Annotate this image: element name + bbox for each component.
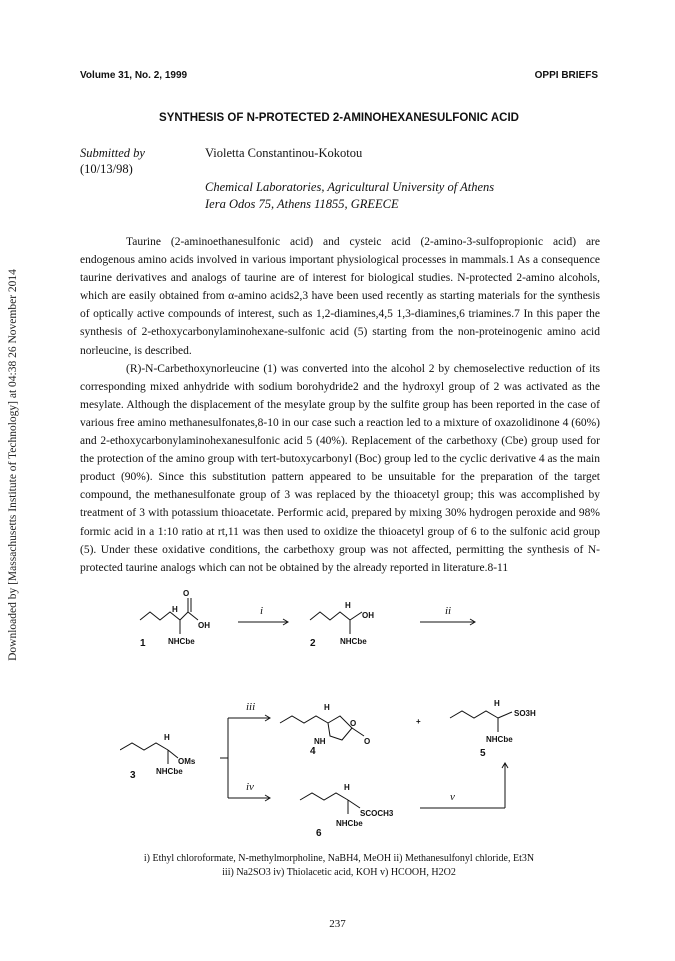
compound-6-bond [348, 800, 360, 808]
submitted-label: Submitted by [80, 146, 145, 160]
download-note: Downloaded by [Massachusetts Institute of Technology] at 04:38 26 November 2014 [7, 269, 19, 661]
affiliation-line-2: Iera Odos 75, Athens 11855, GREECE [205, 197, 399, 211]
section-name: OPPI BRIEFS [534, 70, 598, 81]
compound-4-carbonyl [352, 728, 364, 736]
compound-1-oh-label: OH [198, 621, 210, 630]
author-name: Violetta Constantinou-Kokotou [205, 146, 363, 160]
compound-2-chain [310, 612, 350, 620]
reaction-scheme-drawing [120, 588, 580, 848]
compound-3-nhcbe-label: NHCbe [156, 767, 183, 776]
compound-6-number: 6 [316, 828, 322, 839]
compound-2-number: 2 [310, 638, 316, 649]
running-header [80, 70, 598, 86]
compound-6-chain [300, 793, 348, 800]
compound-3-bond [168, 750, 178, 758]
compound-3-oms-label: OMs [178, 757, 196, 766]
compound-1-o-label: O [183, 589, 190, 598]
compound-4-chain [280, 716, 328, 723]
compound-1-nhcbe-label: NHCbe [168, 637, 195, 646]
compound-2-nhcbe-label: NHCbe [340, 637, 367, 646]
compound-4-number: 4 [310, 746, 316, 757]
compound-2-h-label: H [345, 601, 351, 610]
compound-2-bond [350, 612, 362, 620]
volume-info: Volume 31, No. 2, 1999 [80, 70, 188, 81]
article-title: SYNTHESIS OF N-PROTECTED 2-AMINOHEXANESULFONIC ACID [159, 112, 519, 124]
page-number: 237 [329, 918, 346, 930]
compound-1-number: 1 [140, 638, 146, 649]
body-paragraph-2: (R)-N-Carbethoxynorleucine (1) was converted into the alcohol 2 by chemoselective reduction of its corresponding mixed anhydride with sodium borohydride2 and the hydroxyl group of 2 was activated as the mesylate. Although the displacement of the mesylate group by the sulfite group has been reported in the case of various free amino methanesulfonates,8-10 in our case such a reaction led to a mixture of oxazolidinone 4 (60%) and 2-ethoxycarbonylaminohexanesulfonic acid 5 (40%). Replacement of the carbethoxy (Cbe) group used for the protection of the amino group with tert-butoxycarbonyl (Boc) group led to the cyclic derivative 4 as the main product (90%). Since this substitution pattern appeared to be unsuitable for the preparation of the target compound, the methanesulfonate group of 3 was replaced by the thioacetyl group; this was accomplished by treatment of 3 with potassium thioacetate. Performic acid, prepared by mixing 30% hydrogen peroxide and 98% formic acid in a 1:10 ratio at rt,11 was then used to oxidize the thioacetyl group of 6 to the sulfonic acid group (5). Under these oxidative conditions, the carbethoxy group was not affected, permitting the synthesis of N-protected taurine analogs which can not be obtained by the already reported in literature.8-11 [80, 362, 600, 574]
compound-6-nhcbe-label: NHCbe [336, 819, 363, 828]
compound-4-o-ring-label: O [350, 719, 357, 728]
download-sidebar [4, 240, 22, 690]
step-iv-label: iv [246, 781, 254, 793]
step-v-label: v [450, 791, 455, 803]
plus-sign: + [416, 717, 421, 726]
compound-6-h-label: H [344, 783, 350, 792]
compound-1-h-label: H [172, 605, 178, 614]
compound-4-h-label: H [324, 703, 330, 712]
body-paragraph-1: Taurine (2-aminoethanesulfonic acid) and cysteic acid (2-amino-3-sulfopropionic acid) are endogenous amino acids involved in various important physiological processes in mammals.1 As a consequence taurine derivatives and analogs of taurine are of interest for biological studies. N-protected 2-amino alcohols, which are easily obtained from α-amino acids2,3 have been used recently as starting materials for the synthesis of optically active compounds of interest, such as 1,2-diamines,4,5 1,3-diamines,6 triamines.7 In this paper the synthesis of 2-ethoxycarbonylaminohexane-sulfonic acid (5) starting from the non-proteinogenic amino acid norleucine, is described. [80, 236, 600, 357]
scheme-caption [80, 852, 598, 880]
compound-1-bond [180, 612, 188, 620]
submission-date: (10/13/98) [80, 162, 133, 176]
compound-5-h-label: H [494, 699, 500, 708]
compound-5-number: 5 [480, 748, 486, 759]
compound-5-nhcbe-label: NHCbe [486, 735, 513, 744]
compound-4-o-label: O [364, 737, 371, 746]
caption-line-1: i) Ethyl chloroformate, N-methylmorpholine, NaBH4, MeOH ii) Methanesulfonyl chloride, Et3N [143, 853, 535, 864]
compound-2-oh-label: OH [362, 611, 374, 620]
compound-1-oh-bond [188, 612, 198, 620]
step-ii-label: ii [445, 605, 452, 617]
step-i-label: i [260, 605, 264, 617]
compound-4-ring [328, 716, 352, 740]
step-iii-label: iii [246, 701, 256, 713]
compound-3-number: 3 [130, 770, 136, 781]
article-body [80, 233, 600, 577]
compound-5-bond [498, 712, 512, 718]
compound-6-scoch3-label: SCOCH3 [360, 809, 394, 818]
caption-line-2: iii) Na2SO3 iv) Thiolacetic acid, KOH v) HCOOH, H2O2 [222, 867, 456, 878]
reaction-scheme [120, 588, 580, 848]
compound-4-nh-label: NH [314, 737, 326, 746]
affiliation-line-1: Chemical Laboratories, Agricultural University of Athens [205, 180, 495, 194]
compound-5-chain [450, 711, 498, 718]
compound-3-chain [120, 743, 168, 750]
compound-3-h-label: H [164, 733, 170, 742]
compound-5-so3h-label: SO3H [514, 709, 536, 718]
